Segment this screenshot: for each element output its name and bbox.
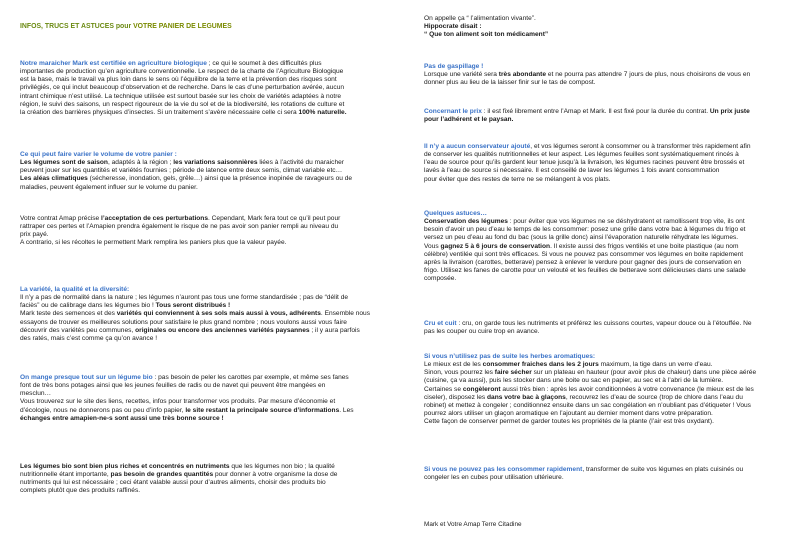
text: nutritionnelle étant importante,	[20, 471, 111, 479]
section-heading: Quelques astuces…	[424, 210, 488, 217]
text: : pour éviter que vos légumes ne se déshydratent et ramollissent trop vite, ils ont	[507, 218, 745, 226]
text: (cuisine, ça va aussi), puis les stocker dans une boite ou sac en papier, au sec et à l’abri de la lumière.	[424, 377, 724, 385]
text: ; il y aura parfois	[309, 326, 360, 334]
text: est la base, mais le travail va plus loin dans le sens où l’équilibre de la terre et la prévention des risques sont	[20, 76, 337, 84]
section-heading: Pas de gaspillage !	[424, 63, 484, 70]
text: nutriments qui lui est nécessaire ; ceci étant valable aussi pour d’autres aliments, choisir des produits bio	[20, 479, 326, 487]
text: Cette façon de conserver permet de garder toutes les propriétés de la plante (l’air est très oxydant).	[424, 418, 714, 426]
text: après la livraison (carottes, betterave) pensez à enlever le verdure pour gagner des jours de conservation en	[424, 258, 742, 266]
text: pour éviter que des restes de terre ne se mélangent à vos plats.	[424, 175, 611, 183]
text: Votre contrat Amap précise	[20, 215, 101, 222]
section-heading: Concernant le prix	[424, 108, 482, 115]
text: pour donner à votre organisme la dose de	[213, 471, 338, 479]
text-bold: consommer fraiches dans les 2 jours	[482, 361, 599, 369]
text: complets plutôt que des produits raffinés.	[20, 487, 141, 495]
text: : cru, on garde tous les nutriments et préférez les cuissons courtes, vapeur douce ou à l’étouffée. Ne	[456, 320, 752, 327]
text-bold: faire sécher	[494, 369, 532, 377]
text-bold: Hippocrate disait :	[424, 23, 482, 31]
text: Sinon, vous pourrez les	[424, 369, 495, 377]
text: : il est fixé librement entre l’Amap et Mark. Il est fixé pour la durée du contrat.	[481, 108, 710, 115]
text: ciseler), disposez les	[424, 393, 488, 401]
text: rattraper ces pertes et l’Amapien prendra également le risque de ne pas avoir son panier rempli au niveau du	[20, 223, 339, 231]
text: (sécheresse, inondation, gels, grêle…) ainsi que la présence inopinée de ravageurs ou de	[87, 175, 353, 183]
section-certification	[20, 60, 405, 117]
text-bold: 100% naturelle.	[298, 108, 347, 116]
text: célèbre) ventilée qui sont très efficaces. Si vous ne pouvez pas consommer vos légumes en boite rapidement	[424, 250, 744, 258]
page-title	[20, 23, 232, 30]
text: Vous trouverez sur le site des liens, recettes, infos pour transformer vos produits. Par mesure d’économie et	[20, 398, 336, 406]
text: On appelle ça “ l’alimentation vivante”.	[424, 15, 536, 22]
text: intrant chimique n’est utilisé. La technique utilisée est surtout basée sur les choix de variétés adaptées à notre	[20, 92, 342, 100]
text: . Cependant, Mark fera tout ce qu’il peut pour	[208, 215, 341, 222]
text-bold: congèleront	[462, 385, 501, 393]
section-nutrients	[20, 463, 405, 496]
section-volume	[20, 151, 405, 192]
title-main: VOTRE PANIER DE LEGUMES	[133, 23, 232, 30]
section-quote	[424, 15, 794, 39]
text: robinet) et mettez à congeler ; conditionnez ensuite dans un sac congélation en n’oubliant pas d’étiqueter ! Vous	[424, 401, 751, 409]
text-bold: pour l’adhérent et le paysan.	[424, 116, 514, 124]
text: maximum, la tige dans un verre d’eau.	[598, 361, 713, 369]
text-bold: Tous seront distribués !	[155, 302, 231, 310]
text: l’eau de source pour qu’ils gardent leur tenue jusqu’à la livraison, les légumes racines peuvent être brossés et	[424, 159, 745, 167]
text: la création des barrières physiques d’insectes. Si un traitement s’avère nécessaire celle ci sera	[20, 108, 299, 116]
text: découvrir des variétés peu communes,	[20, 326, 136, 334]
text: besoin d’avoir un peu d’eau le temps de les consommer: posez une grille dans votre bac à légumes du frigo et	[424, 226, 746, 234]
text: que les légumes non bio ; la qualité	[229, 463, 335, 470]
section-price	[424, 108, 794, 124]
text: lavés à l’eau de source si nécessaire. Il est conseillé de laver les légumes 1 fois avant consommation	[424, 167, 720, 175]
text: et ne pourra pas attendre 7 jours de plus, nous choisirons de vous en	[546, 71, 751, 79]
text-bold: Les légumes sont de saison	[20, 159, 108, 167]
text-bold: Les légumes bio sont bien plus riches et concentrés en nutriments	[20, 463, 230, 470]
text: liées à l’activité du maraicher	[257, 159, 344, 167]
text: aussi très bien : après les avoir conditionnées à votre convenance (le mieux est de les	[500, 385, 754, 393]
text-bold: Conservation des légumes	[424, 218, 508, 226]
text-bold: Un prix juste	[709, 108, 750, 115]
section-variety	[20, 286, 405, 343]
text: , et vos légumes seront à consommer ou à transformer très rapidement afin	[530, 143, 751, 150]
text: faciès” ou de calibrage dans les légumes bio !	[20, 302, 156, 310]
text: ; ce qui le soumet à des difficultés plus	[206, 60, 322, 67]
text-bold: l’acceptation de ces perturbations	[101, 215, 208, 222]
section-quick-use	[424, 466, 794, 482]
section-heading: Notre maraicher Mark est certifiée en agriculture biologique	[20, 60, 207, 67]
text: frigo. Utilisez les fanes de carotte pour un velouté et les feuilles de betterave sont délicieuses dans une salade	[424, 267, 746, 275]
text: donner plus au lieu de la laisser finir sur le tas de compost.	[424, 79, 596, 87]
section-heading: La variété, la qualité et la diversité:	[20, 286, 130, 293]
text: , adaptés à la région ;	[107, 159, 174, 167]
text: mesclun…	[20, 390, 52, 398]
section-heading: Si vous ne pouvez pas les consommer rapidement	[424, 466, 583, 473]
text-bold: le site restant la principale source d’informations	[185, 406, 340, 414]
text: pas les couper ou cuire trop en avance.	[424, 328, 540, 336]
section-whole-vegetable	[20, 374, 405, 423]
section-tips	[424, 210, 794, 283]
text: versez un peu d’eau au fond du bac (sous la grille donc) ainsi l’évaporation naturelle réhydrate les légumes.	[424, 234, 739, 242]
text-bold: gagnez 5 à 6 jours de conservation	[440, 242, 551, 250]
text: A contrario, si les récoltes le permettent Mark remplira les paniers plus que la valeur payée.	[20, 239, 287, 247]
text: d’écologie, nous ne donnerons pas ou peu d’info papier,	[20, 406, 186, 414]
section-heading: Cru et cuit	[424, 320, 457, 327]
section-preservative	[424, 143, 794, 184]
text: de conserver les qualités nutritionnelles et leur aspect. Les légumes feuilles sont systématiquement rincés à	[424, 151, 739, 159]
section-heading: On mange presque tout sur un légume bio	[20, 374, 153, 381]
text: font de très bons potages ainsi que les jeunes feuilles de radis ou de navet qui peuvent être mangées en	[20, 382, 326, 390]
section-raw-cooked	[424, 320, 794, 336]
text: Vous	[424, 242, 441, 250]
text: . Les	[339, 406, 354, 414]
text: composée.	[424, 275, 457, 283]
section-herbs	[424, 353, 794, 426]
text-bold: les variations saisonnières	[173, 159, 258, 167]
text: sur un plateau en hauteur (pour avoir plus de chaleur) dans une pièce aérée	[531, 369, 757, 377]
text: , transformer de suite vos légumes en plats cuisinés ou	[582, 466, 744, 473]
text: , recouvrez les d’eau de source (trop de chlore dans l’eau du	[565, 393, 743, 401]
text: maladies, peuvent également influer sur le volume du panier.	[20, 183, 198, 191]
text: . Il existe aussi des frigos ventilés et une boite plastique (au nom	[550, 242, 739, 250]
section-heading: Il n’y a aucun conservateur ajouté	[424, 143, 531, 150]
text: Certaines se	[424, 385, 463, 393]
text: prix payé.	[20, 231, 49, 239]
signature-footer: Mark et Votre Amap Terre Citadine	[424, 521, 522, 528]
text: Il n’y a pas de normalité dans la nature ; les légumes n’auront pas tous une forme standardisée ; pas de “délit de	[20, 294, 349, 302]
text-bold: pas besoin de grandes quantités	[110, 471, 214, 479]
text: importantes de production qu’en agriculture conventionnelle. Le respect de la charte de l’Agriculture Biologique	[20, 68, 344, 76]
text: Lorsque une variété sera	[424, 71, 499, 79]
text: essayons de trouver es meilleures solutions pour satisfaire le plus grand nombre ; nous voulons aussi vous faire	[20, 318, 347, 326]
text: privilégiés, ce qui inclut beaucoup d’observation et de recherche. Dans le cas d’une perturbation avérée, aucun	[20, 84, 345, 92]
section-heading: Ce qui peut faire varier le volume de votre panier :	[20, 151, 177, 158]
text: Le mieux est de les	[424, 361, 483, 369]
text-bold: Les aléas climatiques	[20, 175, 88, 183]
text: peuvent jouer sur les quantités et variétés fournies ; période de latence entre deux semis, climat variable etc…	[20, 167, 343, 175]
section-heading: Si vous n’utilisez pas de suite les herbes aromatiques:	[424, 353, 596, 360]
text: des ratés, mais c’est comme ça qu’on avance !	[20, 334, 158, 342]
text: pourrez alors utiliser un glaçon aromatique en l’ajoutant au dernier moment dans votre préparation.	[424, 410, 713, 418]
title-prefix: INFOS, TRUCS ET ASTUCES pour	[20, 23, 134, 30]
text-bold: dans votre bac à glaçons	[487, 393, 566, 401]
text-bold: originales ou encore des anciennes variétés paysannes	[135, 326, 310, 334]
section-waste	[424, 63, 794, 87]
text-bold: très abondante	[498, 71, 547, 79]
text-bold: variétés qui conviennent à ses sols mais aussi à vous, adhérents	[116, 310, 321, 318]
text: . Ensemble nous	[320, 310, 371, 318]
text-bold: échanges entre amapien-ne-s sont aussi une très bonne source !	[20, 414, 224, 422]
text: : pas besoin de peler les carottes par exemple, et même ses fanes	[152, 374, 349, 381]
text-bold: “ Que ton aliment soit ton médicament”	[424, 31, 549, 39]
text: région, le suivi des saisons, un respect rigoureux de la vie du sol et de la biodiversité, les rotations de culture et	[20, 100, 345, 108]
section-contract	[20, 215, 405, 248]
text: Mark teste des semences et des	[20, 310, 117, 318]
text: congeler les en cubes pour utilisation ultérieure.	[424, 474, 564, 482]
